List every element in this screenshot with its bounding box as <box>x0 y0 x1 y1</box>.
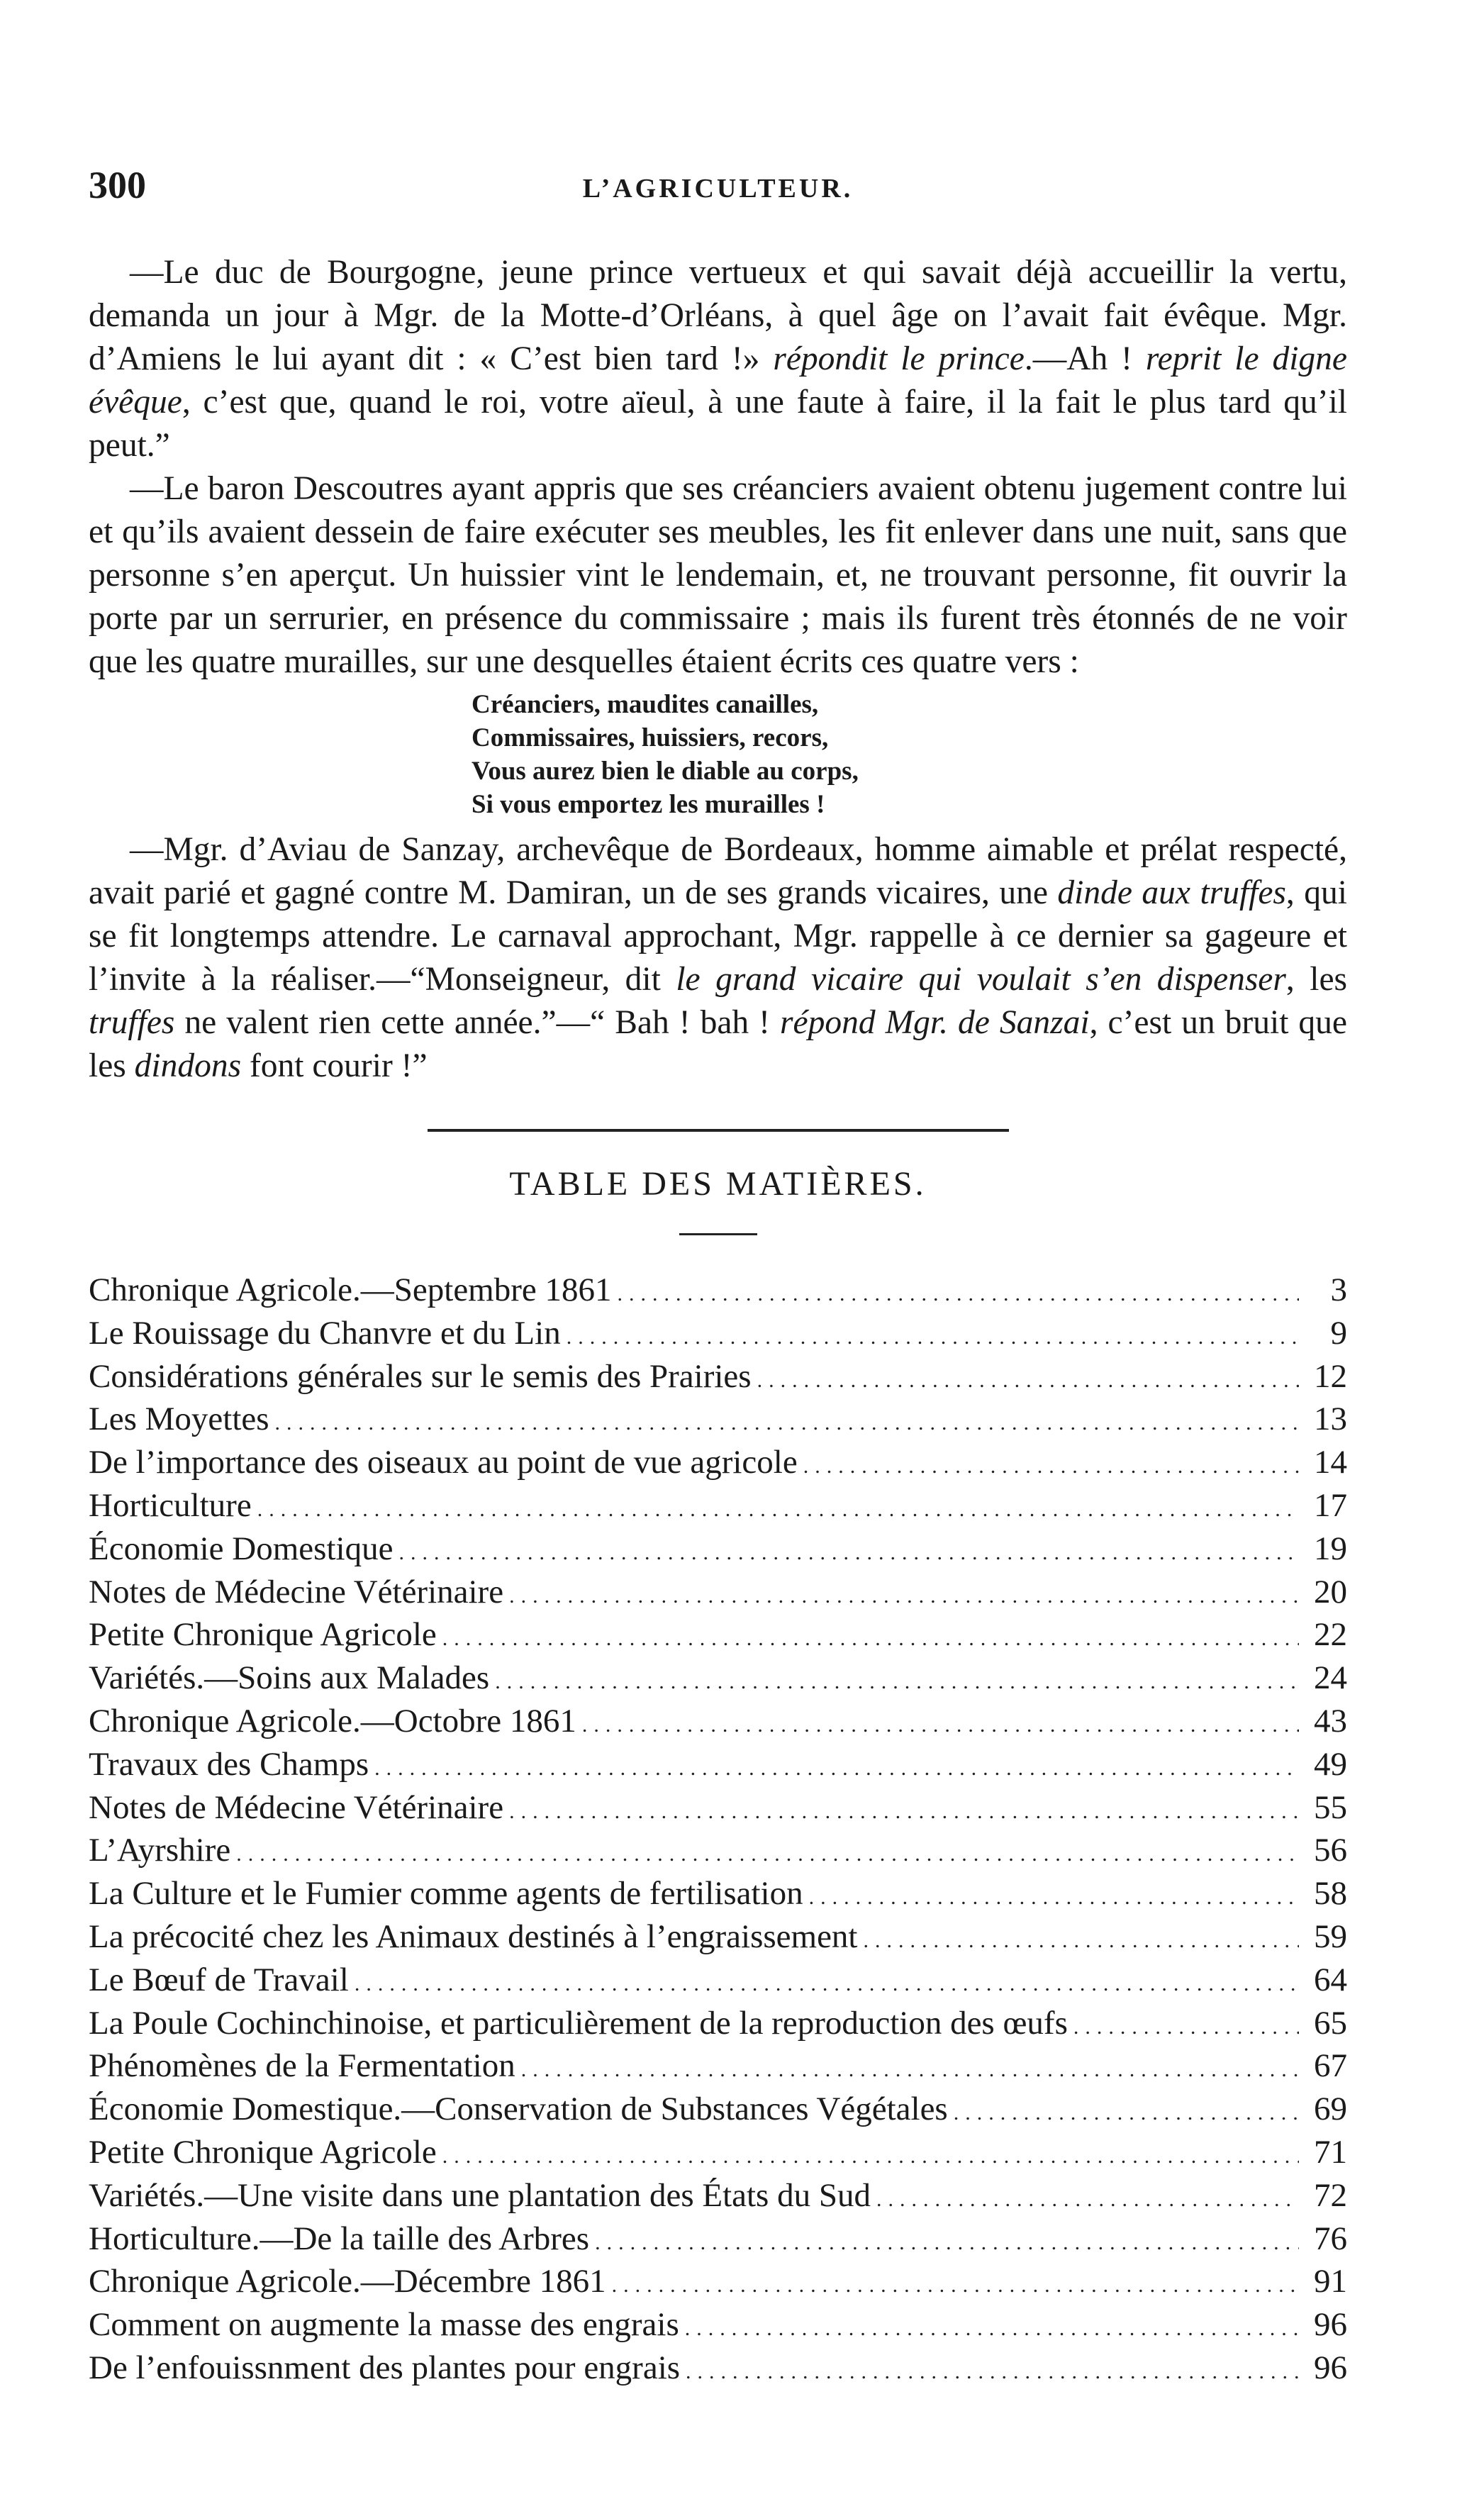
poem-verse <box>472 688 1347 821</box>
toc-entry-page: 65 <box>1314 2004 1347 2042</box>
toc-entry-title: Notes de Médecine Vétérinaire <box>89 1788 504 1826</box>
toc-entry <box>89 1874 1347 1917</box>
dot-leader <box>509 1793 1299 1832</box>
toc-entry-title: Le Rouissage du Chanvre et du Lin <box>89 1314 561 1352</box>
dot-leader <box>374 1749 1299 1788</box>
dot-leader <box>582 1706 1299 1745</box>
dot-leader <box>864 1922 1300 1961</box>
poem-line: Si vous emportez les murailles ! <box>472 790 825 819</box>
dot-leader <box>509 1577 1299 1616</box>
text-run: , c’est que, quand le roi, votre aïeul, à une faute à faire, il la fait le plus tard qu’il peut.” <box>89 384 1347 464</box>
toc-entry-title: Variétés.—Une visite dans une plantation des États du Sud <box>89 2176 871 2214</box>
toc-entry-page: 55 <box>1314 1788 1347 1826</box>
toc-entry-page: 76 <box>1314 2220 1347 2257</box>
toc-entry-title: Considérations générales sur le semis des Prairies <box>89 1357 752 1395</box>
toc-entry <box>89 2220 1347 2263</box>
toc-entry <box>89 1659 1347 1702</box>
page-content <box>89 163 1347 2392</box>
dot-leader <box>809 1878 1299 1917</box>
toc-heading: TABLE DES MATIÈRES. <box>509 1165 927 1203</box>
italic-run: le grand vicaire qui voulait s’en dispenser <box>676 961 1286 998</box>
dot-leader <box>954 2094 1299 2133</box>
toc-entry-title: De l’importance des oiseaux au point de vue agricole <box>89 1444 798 1481</box>
toc-entry <box>89 1961 1347 2004</box>
toc-entry-page: 49 <box>1314 1745 1347 1783</box>
anecdote-paragraph <box>89 828 1347 1088</box>
dot-leader <box>442 2137 1299 2176</box>
toc-entry <box>89 1788 1347 1832</box>
toc-entry <box>89 2047 1347 2090</box>
italic-run: dinde aux truffes <box>1057 874 1286 911</box>
toc-entry-title: Variétés.—Soins aux Malades <box>89 1659 490 1697</box>
dot-leader <box>876 2181 1299 2220</box>
toc-entry-page: 96 <box>1314 2349 1347 2386</box>
dot-leader <box>398 1534 1299 1573</box>
italic-run: reprit le digne évêque <box>89 340 1348 421</box>
toc-entry <box>89 2176 1347 2220</box>
toc-entry-title: Chronique Agricole.—Octobre 1861 <box>89 1702 576 1740</box>
toc-entry-title: Petite Chronique Agricole <box>89 1616 437 1654</box>
toc-entry-title: Petite Chronique Agricole <box>89 2133 437 2171</box>
toc-entry-page: 3 <box>1330 1271 1347 1308</box>
toc-entry-page: 67 <box>1314 2047 1347 2085</box>
dot-leader <box>495 1663 1299 1702</box>
running-head <box>89 163 1347 220</box>
toc-entry-title: Travaux des Champs <box>89 1745 369 1783</box>
toc-entry-page: 19 <box>1314 1530 1347 1567</box>
anecdotes-section <box>89 251 1347 1088</box>
toc-entry-page: 43 <box>1314 1702 1347 1740</box>
toc-entry <box>89 1314 1347 1357</box>
toc-entry-page: 14 <box>1314 1444 1347 1481</box>
toc-entry-page: 59 <box>1314 1917 1347 1955</box>
toc-entry-page: 69 <box>1314 2091 1347 2128</box>
dot-leader <box>803 1447 1299 1486</box>
italic-run: dindons <box>134 1047 242 1084</box>
dot-leader <box>1073 2008 1299 2047</box>
toc-entry-page: 71 <box>1314 2133 1347 2171</box>
poem-line: Vous aurez bien le diable au corps, <box>472 757 859 786</box>
anecdote-paragraph <box>89 251 1347 467</box>
table-of-contents <box>89 1271 1347 2392</box>
text-run: —Mgr. d’Aviau de Sanzay, archevêque de Bordeaux, homme aimable et prélat respecté, avait parié et gagné contre M. Damiran, un de ses grands vicaires, une <box>89 831 1347 911</box>
toc-entry-title: Notes de Médecine Vétérinaire <box>89 1573 504 1610</box>
toc-entry <box>89 1702 1347 1745</box>
toc-entry-title: Comment on augmente la masse des engrais <box>89 2306 679 2344</box>
toc-entry-page: 72 <box>1314 2176 1347 2214</box>
dot-leader <box>595 2224 1299 2263</box>
toc-entry <box>89 1917 1347 1961</box>
dot-leader <box>257 1491 1299 1530</box>
toc-entry-page: 12 <box>1314 1357 1347 1395</box>
toc-entry-page: 22 <box>1314 1616 1347 1654</box>
toc-entry <box>89 2090 1347 2133</box>
toc-entry <box>89 1271 1347 1314</box>
toc-entry-title: De l’enfouissnment des plantes pour engrais <box>89 2349 681 2386</box>
toc-entry-title: Horticulture.—De la taille des Arbres <box>89 2220 590 2257</box>
toc-entry <box>89 1573 1347 1616</box>
toc-entry-title: Les Moyettes <box>89 1401 269 1438</box>
section-divider <box>428 1129 1009 1132</box>
heading-rule <box>679 1233 757 1235</box>
toc-entry-page: 13 <box>1314 1401 1347 1438</box>
text-run: ne valent rien cette année.”—“ Bah ! bah ! <box>174 1004 781 1041</box>
dot-leader <box>355 1965 1299 2004</box>
text-run: , les <box>1285 961 1348 998</box>
page-number: 300 <box>89 164 146 206</box>
toc-entry-title: La précocité chez les Animaux destinés à l’engraissement <box>89 1917 858 1955</box>
italic-run: répond Mgr. de Sanzai <box>780 1004 1090 1041</box>
toc-entry-page: 20 <box>1314 1573 1347 1610</box>
toc-entry-title: La Poule Cochinchinoise, et particulièrement de la reproduction des œufs <box>89 2004 1068 2042</box>
toc-entry-page: 91 <box>1314 2263 1347 2300</box>
dot-leader <box>685 2310 1299 2349</box>
toc-entry-page: 9 <box>1330 1314 1347 1352</box>
toc-entry <box>89 1745 1347 1788</box>
toc-entry <box>89 1530 1347 1573</box>
text-run: .—Ah ! <box>1024 340 1146 377</box>
running-title: L’AGRICULTEUR. <box>582 174 854 204</box>
text-run: —Le baron Descoutres ayant appris que ses créanciers avaient obtenu jugement contre lui et qu’ils avaient dessein de faire exécuter ses meubles, les fit enlever dans une nuit, sans que personne s’en aperçut. Un huissier vint le lendemain, et, ne trouvant personne, fit ouvrir la porte par un serrurier, en présence du commissaire ; mais ils furent très étonnés de ne voir que les quatre murailles, sur une desquelles étaient écrits ces quatre vers : <box>89 470 1347 680</box>
toc-entry <box>89 1486 1347 1530</box>
toc-entry-page: 64 <box>1314 1961 1347 1998</box>
toc-entry-page: 96 <box>1314 2306 1347 2344</box>
text-run: —Le duc de Bourgogne, jeune prince vertueux et qui savait déjà accueillir la vertu, demanda un jour à Mgr. de la Motte-d’Orléans, à quel âge on l’avait fait évêque. Mgr. d’Amiens le lui ayant dit : « C’est bien tard !» <box>89 254 1347 377</box>
toc-entry <box>89 2262 1347 2305</box>
toc-entry <box>89 1443 1347 1486</box>
italic-run: truffes <box>89 1004 175 1041</box>
dot-leader <box>442 1620 1299 1659</box>
toc-entry-title: Le Bœuf de Travail <box>89 1961 349 1998</box>
toc-entry-title: Chronique Agricole.—Décembre 1861 <box>89 2263 606 2300</box>
text-run: , qui se fit longtemps attendre. Le carnaval approchant, Mgr. rappelle à ce dernier sa gageure et l’invite à la réaliser.—“Monseigneur, dit <box>89 874 1347 998</box>
anecdote-paragraph <box>89 467 1347 684</box>
dot-leader <box>236 1835 1299 1874</box>
poem-line: Commissaires, huissiers, recors, <box>472 723 829 752</box>
toc-entry <box>89 1400 1347 1443</box>
dot-leader <box>521 2051 1299 2090</box>
toc-entry-title: Horticulture <box>89 1486 252 1524</box>
toc-entry <box>89 2133 1347 2176</box>
dot-leader <box>567 1318 1299 1357</box>
poem-line: Créanciers, maudites canailles, <box>472 690 819 719</box>
toc-entry-title: Économie Domestique.—Conservation de Substances Végétales <box>89 2091 948 2128</box>
toc-entry <box>89 1357 1347 1401</box>
toc-entry-title: Économie Domestique <box>89 1530 394 1567</box>
toc-entry <box>89 2004 1347 2047</box>
toc-entry <box>89 2349 1347 2392</box>
toc-entry <box>89 1831 1347 1874</box>
toc-entry <box>89 1615 1347 1659</box>
toc-entry-page: 56 <box>1314 1832 1347 1869</box>
toc-entry <box>89 2305 1347 2349</box>
dot-leader <box>686 2353 1299 2392</box>
toc-entry-title: La Culture et le Fumier comme agents de fertilisation <box>89 1875 803 1913</box>
dot-leader <box>757 1362 1299 1401</box>
toc-entry-title: Chronique Agricole.—Septembre 1861 <box>89 1271 612 1308</box>
toc-entry-title: Phénomènes de la Fermentation <box>89 2047 515 2085</box>
toc-entry-page: 24 <box>1314 1659 1347 1697</box>
dot-leader <box>612 2266 1299 2305</box>
text-run: , c’est un bruit que les <box>89 1004 1347 1084</box>
text-run: font courir !” <box>241 1047 428 1084</box>
toc-entry-page: 17 <box>1314 1486 1347 1524</box>
dot-leader <box>275 1404 1299 1443</box>
toc-entry-page: 58 <box>1314 1875 1347 1913</box>
dot-leader <box>618 1275 1300 1314</box>
toc-entry-title: L’Ayrshire <box>89 1832 231 1869</box>
italic-run: répondit le prince <box>773 340 1025 377</box>
